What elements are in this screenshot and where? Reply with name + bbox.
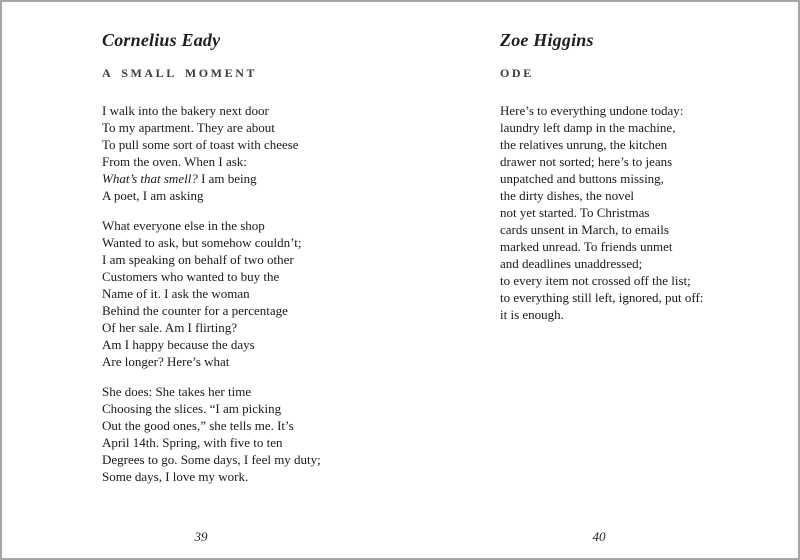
poem-line: April 14th. Spring, with five to ten	[102, 435, 283, 450]
poem-line: Customers who wanted to buy the	[102, 269, 280, 284]
poem-line: cards unsent in March, to emails	[500, 222, 669, 237]
poem-line: the relatives unrung, the kitchen	[500, 137, 668, 152]
poem-line: Out the good ones,” she tells me. It’s	[102, 418, 294, 433]
poem-body	[102, 102, 366, 485]
poem-line: the dirty dishes, the novel	[500, 188, 634, 203]
poem-line: What everyone else in the shop	[102, 218, 265, 233]
poem-line: She does: She takes her time	[102, 384, 252, 399]
poem-line: Some days, I love my work.	[102, 469, 249, 484]
poem-line: it is enough.	[500, 307, 564, 322]
poem-line: and deadlines unaddressed;	[500, 256, 643, 271]
poem-line: Behind the counter for a percentage	[102, 303, 288, 318]
stanza	[102, 217, 366, 370]
stanza	[102, 102, 366, 204]
poem-line: Degrees to go. Some days, I feel my duty;	[102, 452, 321, 467]
stanza	[500, 102, 764, 323]
poem-line: A poet, I am asking	[102, 188, 204, 203]
poem-line: Are longer? Here’s what	[102, 354, 230, 369]
poem-body	[500, 102, 764, 323]
poem-title: ODE	[500, 66, 534, 80]
poem-line: To my apartment. They are about	[102, 120, 275, 135]
page-number: 39	[194, 529, 208, 544]
poem-line: Name of it. I ask the woman	[102, 286, 250, 301]
poem-line: Of her sale. Am I flirting?	[102, 320, 238, 335]
poem-line: Am I happy because the days	[102, 337, 255, 352]
poem-line: From the oven. When I ask:	[102, 154, 247, 169]
right-page	[400, 2, 798, 558]
poem-line: Wanted to ask, but somehow couldn’t;	[102, 235, 302, 250]
poem-line: not yet started. To Christmas	[500, 205, 650, 220]
poem-line: To pull some sort of toast with cheese	[102, 137, 299, 152]
page-number: 40	[592, 529, 606, 544]
poem-line: to every item not crossed off the list;	[500, 273, 691, 288]
poem-line: marked unread. To friends unmet	[500, 239, 673, 254]
poem-line: I am speaking on behalf of two other	[102, 252, 294, 267]
left-page	[2, 2, 400, 558]
poem-line: What’s that smell? I am being	[102, 171, 257, 186]
poem-line: Here’s to everything undone today:	[500, 103, 684, 118]
stanza	[102, 383, 366, 485]
poem-line: Choosing the slices. “I am picking	[102, 401, 282, 416]
poem-line: unpatched and buttons missing,	[500, 171, 664, 186]
poem-line: laundry left damp in the machine,	[500, 120, 676, 135]
poem-author: Zoe Higgins	[500, 30, 594, 50]
poem-author: Cornelius Eady	[102, 30, 221, 50]
poem-line: drawer not sorted; here’s to jeans	[500, 154, 673, 169]
poem-line: I walk into the bakery next door	[102, 103, 269, 118]
poem-line: to everything still left, ignored, put off:	[500, 290, 704, 305]
poem-title: A SMALL MOMENT	[102, 66, 258, 80]
